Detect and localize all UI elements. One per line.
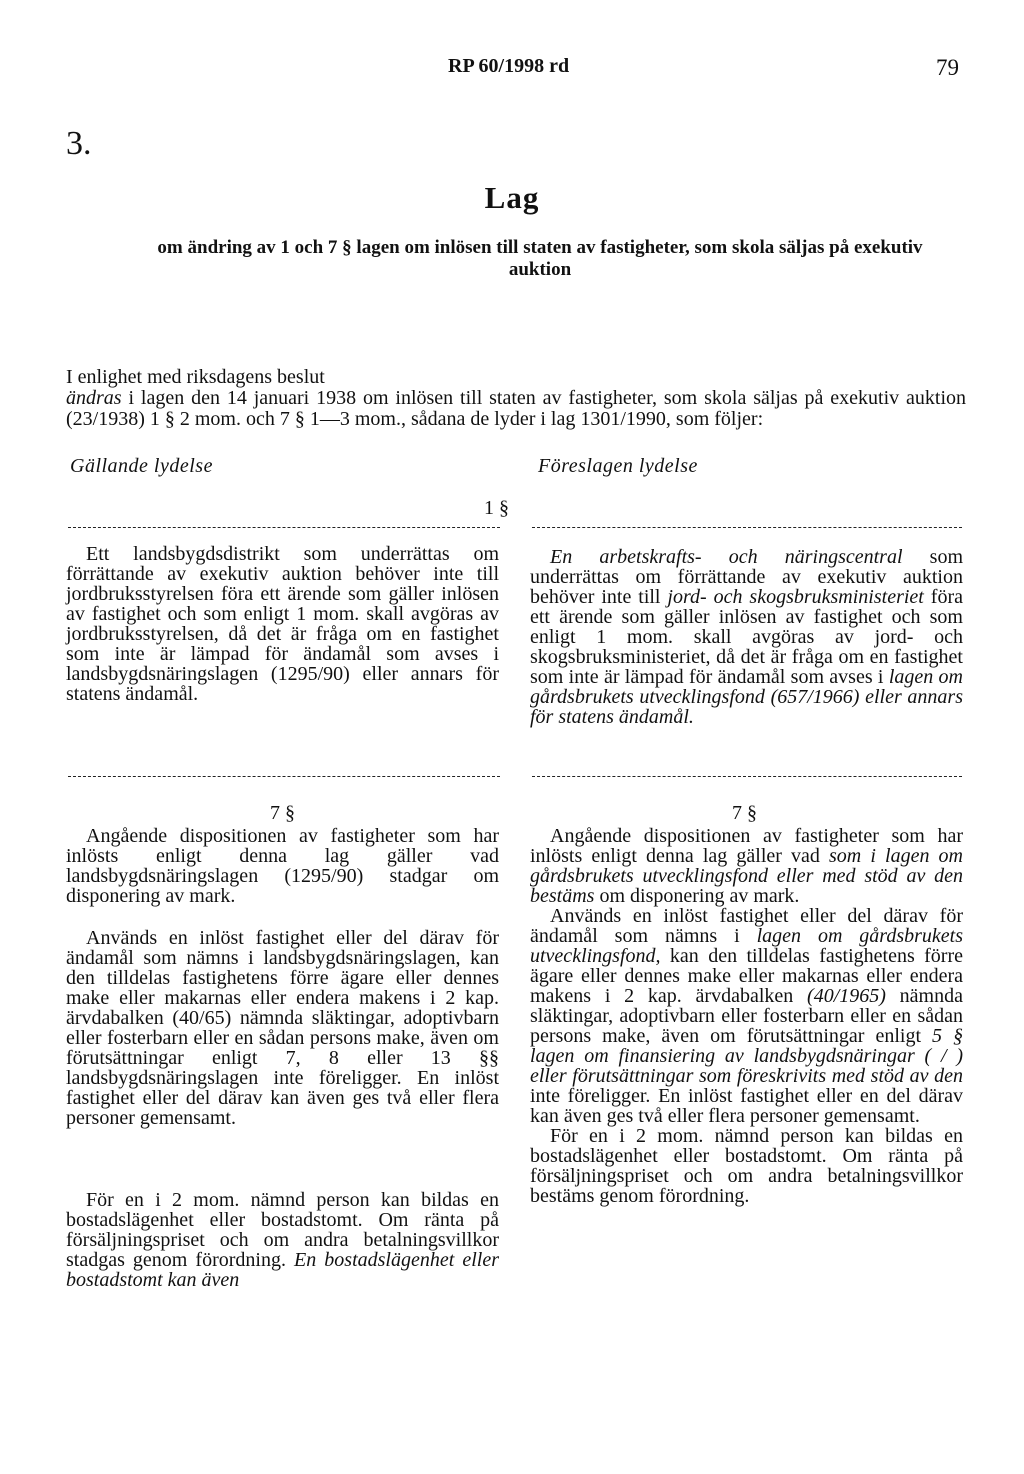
section-7-current-p1: Angående dispositionen av fastigheter som har inlösts enligt denna lag gäller vad landsbygdsnäringslagen (1295/90) stadgar om disponering av mark.	[66, 825, 499, 907]
dashed-separator	[68, 776, 500, 777]
intro-line-1: I enlighet med riksdagens beslut	[66, 366, 325, 388]
section-7-current-p3-italic: En bostadslägenhet eller bostadstomt kan även	[66, 1249, 499, 1291]
section-7-proposed-p1	[530, 826, 963, 906]
p2-text-b: kan den tilldelas fastighetens förre ägare eller dennes make eller makarnas eller endera makens i 2 kap. ärvdabalken	[530, 945, 963, 1007]
section-1-proposed-paragraph	[530, 547, 963, 727]
intro-verb: ändras	[66, 387, 122, 409]
p2-text-c: nämnda släktingar, adoptivbarn eller fosterbarn eller en sådan persons make, även om förutsättningar enligt	[530, 985, 963, 1047]
dashed-separator	[532, 527, 962, 528]
proposed-wording-label: Föreslagen lydelse	[538, 455, 698, 477]
proposed-text-1: som underrättas om förrättande av exekutiv auktion behöver inte till	[530, 546, 963, 608]
section-1-proposed-text	[530, 547, 963, 727]
section-7-current-p2: Används en inlöst fastighet eller del därav för ändamål som nämns i landsbygdsnäringslagen, kan den tilldelas fastighetens förre ägare eller dennes make eller makarnas eller endera makens i 2 kap. ärvdabalken (40/65) nämnda släktingar, adoptivbarn eller fosterbarn eller en sådan persons make, även om förutsättningar enligt 7, 8 eller 13 §§ landsbygdsnäringslagen inte föreligger. En inlöst fastighet eller del därav kan även ges två eller flera personer gemensamt.	[66, 927, 499, 1129]
section-7-current-p3-text: För en i 2 mom. nämnd person kan bildas en bostadslägenhet eller bostadstomt. Om ränta på försäljningspriset och om andra betalningsvillkor stadgas genom förordning.	[66, 1189, 499, 1271]
p1-text-b: om disponering av mark.	[594, 885, 800, 907]
p2-italic-1: lagen om gårdsbrukets utvecklingsfond,	[530, 925, 964, 967]
section-1-current-paragraph: Ett landsbygdsdistrikt som underrättas om förrättande av exekutiv auktion behöver inte till jordbruksstyrelsen föra ett ärende som gäller inlösen av fastighet och som enligt 1 mom. skall avgöras av jordbruksstyrelsen, då det är fråga om en fastighet som inte är lämpad för ändamål som avses i landsbygdsnäringslagen (1295/90) eller annars för statens ändamål.	[66, 543, 499, 705]
section-1-mark: 1 §	[484, 497, 509, 519]
section-1-current-text	[66, 544, 499, 704]
p2-text-a: Används en inlöst fastighet eller del därav för ändamål som nämns i	[530, 905, 963, 947]
dashed-separator	[68, 527, 500, 528]
intro-paragraph	[66, 367, 966, 430]
section-number: 3.	[66, 125, 92, 162]
law-title: Lag	[484, 180, 540, 215]
page-header	[0, 55, 1024, 85]
section-7-proposed-p3: För en i 2 mom. nämnd person kan bildas en bostadslägenhet eller bostadstomt. Om ränta på försäljningspriset och om andra betalningsvillkor bestäms genom förordning.	[530, 1125, 963, 1207]
section-7-current-text	[66, 826, 499, 1290]
current-wording-label: Gällande lydelse	[70, 455, 213, 477]
intro-rest: i lagen den 14 januari 1938 om inlösen till staten av fastigheter, som skola säljas på exekutiv auktion (23/1938) 1 § 2 mom. och 7 § 1—3 mom., sådana de lyder i lag 1301/1990, som följer:	[66, 387, 966, 430]
running-head: RP 60/1998 rd	[448, 55, 570, 77]
law-subtitle: om ändring av 1 och 7 § lagen om inlösen till staten av fastigheter, som skola säljas på exekutiv auktion	[157, 237, 923, 280]
p1-italic: som i lagen om gårdsbrukets utvecklingsfond eller med stöd av den bestäms	[530, 845, 963, 907]
p2-italic-2: (40/1965)	[807, 985, 886, 1007]
proposed-italic-2: jord- och skogsbruksministeriet	[667, 586, 924, 608]
section-7-proposed-p2	[530, 906, 963, 1126]
proposed-italic-3: lagen om gårdsbrukets utvecklingsfond (657/1966) eller annars för statens ändamål.	[530, 666, 963, 728]
p2-italic-3: 5 § lagen om finansiering av landsbygdsnäringar ( / ) eller förutsättningar som föreskrivits med stöd av den	[530, 1025, 964, 1087]
proposed-text-2: föra ett ärende som gäller inlösen av fastighet och som enligt 1 mom. skall avgöras av jord- och skogsbruksministeriet, då det är fråga om en fastighet som inte är lämpad för ändamål som avses i	[530, 586, 963, 688]
dashed-separator	[532, 776, 962, 777]
p1-text-a: Angående dispositionen av fastigheter som har inlösts enligt denna lag gäller vad	[530, 825, 963, 867]
section-7-current-mark: 7 §	[270, 802, 295, 824]
proposed-italic-1: En arbetskrafts- och näringscentral	[550, 546, 903, 568]
section-7-proposed-mark: 7 §	[732, 802, 757, 824]
section-7-current-p3	[66, 1190, 499, 1290]
p2-text-d: inte föreligger. En inlöst fastighet eller en del därav kan även ges två eller flera personer gemensamt.	[530, 1085, 963, 1127]
section-7-proposed-text	[530, 826, 963, 1206]
intro-line-2	[66, 388, 966, 430]
page-number: 79	[936, 55, 959, 80]
